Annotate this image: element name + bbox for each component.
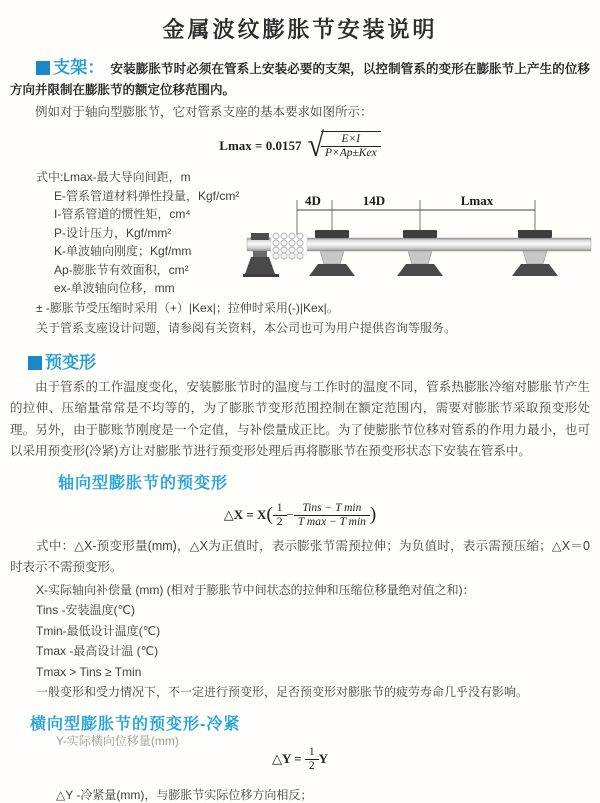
guide-spacing-formula [0,126,600,164]
formula-lhs: Lmax = 0.0157 [219,137,302,153]
lateral-preform-formula: △Y = $\frac{1}{2}$ Y [272,745,328,772]
radical-sign-icon: √ [307,126,324,164]
blue-square-bullet-icon [36,61,50,75]
definition-line: I-管系管道的惯性矩，cm⁴ [54,207,191,221]
clipped-bottom-line: Y-实际横向位移量(mm) [56,734,179,748]
definition-line: ± -膨胀节受压缩时采用（+）|Kex|；拉伸时采用(-)|Kex|。 [36,300,339,315]
formula-fraction: $\frac{E\times I}{\text{P×Ap±Kex}}$ [321,133,381,160]
blue-square-bullet-icon [28,356,42,370]
minus-sign: − [286,507,294,522]
lateral-preform-subheading: 横向型膨胀节的预变形-冷紧 [30,715,241,733]
support-section-heading: 支架： [53,58,105,77]
close-paren: ) [369,504,377,525]
axial-preform-formula: △X = X ( $\frac{1}{2}$ − $\frac{\text{Tins − T min}}{\text{T max − T min}}$ ) [223,501,377,528]
support-intro-paragraph [10,57,590,101]
definition-line: X-实际轴向补偿量 (mm) (相对于膨胀节中间状态的拉伸和压缩位移量绝对值之和)： [36,582,475,597]
half-fraction: $\frac{1}{2}$ [305,746,319,773]
definition-line: Ap-膨胀节有效面积，cm² [54,262,189,277]
definition-line: 式中:Lmax-最大导向间距，m [36,170,191,184]
axial-formula-note: 式中：△X-预变形量(mm)，△X为正值时，表示膨张节需预拉伸；为负值时，表示需预压缩；△X＝0时表示不需预变形。 [10,538,590,574]
dim-label-lmax: Lmax [460,193,494,208]
dim-label-14d: 14D [362,193,386,208]
temperature-fraction: $\frac{\text{Tins − T min}}{\text{T max − T min}}$ [294,502,370,529]
definition-line: Tins -安装温度(℃) [36,603,136,617]
definition-line: K-单波轴向刚度；Kgf/mm [54,244,192,258]
definition-line: Tmax > Tins ≥ Tmin [36,664,142,679]
open-paren: ( [266,504,273,525]
preform-section-heading: 预变形 [28,348,600,373]
guide-support-2 [397,230,443,276]
remark-line: 一般变形和受力情况下，不一定进行预变形，足否预变形对膨胀节的疲劳寿命几乎没有影响。 [36,685,529,699]
guide-support-3 [512,230,558,276]
example-line: 例如对于轴向型膨胀节，它对管系支座的基本要求如图所示： [35,105,373,119]
definition-line: Tmin-最低设计温度(℃) [36,623,161,638]
definition-line: 关于管系支座设计问题，请参阅有关资料，本公司也可为用户提供咨询等服务。 [36,320,457,335]
definition-line: E-管系管道材料弹性投量，Kgf/cm² [54,188,240,203]
pipe-support-diagram [243,192,595,290]
definition-line: ex-单波轴向位移，mm [54,281,175,295]
lateral-formula-note: △Y -冷紧量(mm)，与膨胀节实际位移方向相反； [56,787,313,802]
dim-label-4d: 4D [305,193,321,208]
axial-definition-list [36,580,600,703]
bellows-expansion-joint [271,233,307,259]
support-intro-text: 安装膨胀节时必须在管系上安装必要的支架，以控制管系的变形在膨胀节上产生的位移方向并限制在膨胀节的额定位移范围内。 [10,62,590,97]
preform-body-paragraph: 由于管系的工作温度变化，安装膨胀节时的温度与工作时的温度不同，管系热膨胀冷缩对膨胀节产生的拉伸、压缩量常常是不均等的，为了膨胀节变形范围控制在额定范围内，需要对膨胀节采取预变形处理。另外，由于膨账节刚度是一个定值，与补偿量成正比。为了使膨胀节位移对管系的作用力最小，也可以采用预变形(冷紧)方让对膨胀节进行预变形处理后再将膨胀节在预变形状态下安装在管系中。 [10,379,590,458]
definition-line: Tmax -最高设计温 (℃) [36,644,159,658]
page-title: 金属波纹膨胀节安装说明 [162,17,438,42]
guide-support-1 [309,230,355,276]
definition-line: P-设计压力，Kgf/mm² [54,225,172,240]
axial-preform-subheading: 轴向型膨胀节的预变形 [58,474,229,492]
half-fraction: $\frac{1}{2}$ [273,502,287,529]
